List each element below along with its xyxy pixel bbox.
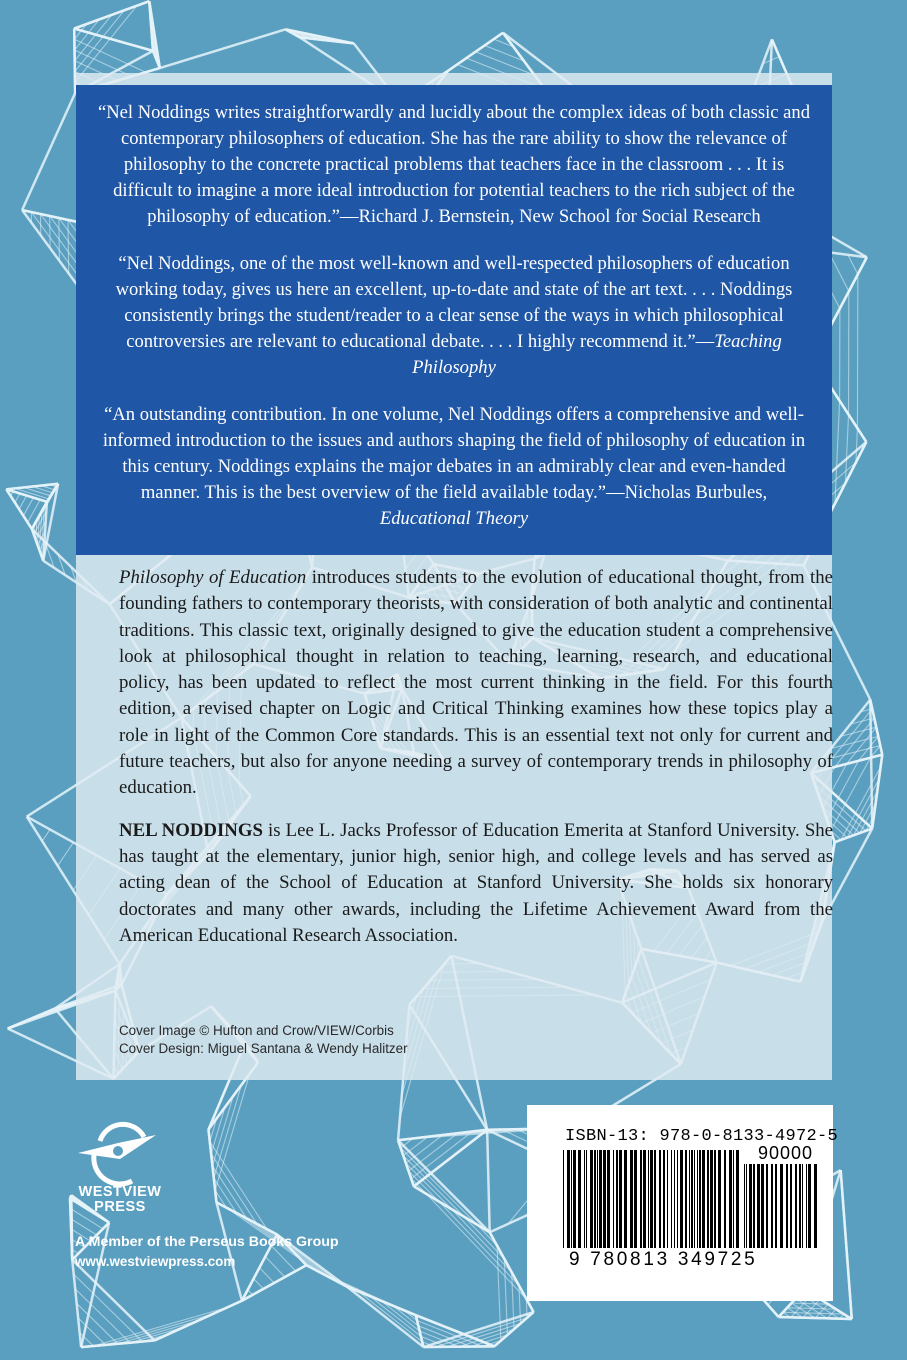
book-description: Philosophy of Education introduces students to the evolution of educational thought, from the founding fathers to contemporary theorists, with consideration of both analytic and continental traditions. This classic text, originally designed to give the education student a comprehensive look at philosophical thought in relation to teaching, learning, research, and educational policy, has been updated to reflect the most current thinking in the field. For this fourth edition, a revised chapter on Logic and Critical Thinking examines how these topics play a role in light of the Common Core standards. This is an essential text not only for current and future teachers, but also for anyone needing a survey of contemporary trends in philosophy of education.: [119, 567, 833, 799]
price-barcode: [744, 1164, 820, 1250]
cover-credits: [119, 1022, 619, 1058]
book-body-text: [119, 565, 833, 965]
book-title: Philosophy of Education: [119, 567, 307, 588]
author-name: NEL NODDINGS: [119, 819, 263, 841]
quote-source: Educational Theory: [379, 508, 529, 529]
publisher-name: WESTVIEW PRESS: [78, 1184, 162, 1215]
cover-image-credit: Cover Image © Hufton and Crow/VIEW/Corbis: [119, 1023, 394, 1038]
publisher-url: www.westviewpress.com: [75, 1254, 236, 1269]
cover-design-credit: Cover Design: Miguel Santana & Wendy Halitzer: [119, 1041, 408, 1056]
price-code: 90000: [758, 1143, 814, 1163]
review-quote-2: “Nel Noddings, one of the most well-known and well-respected philosophers of education working today, gives us here an excellent, up-to-date and state of the art text. . . . Noddings consistently brings the student/reader to a clear sense of the ways in which philosophical controversies are relevant to educational debate. . . . I highly recommend it.”—Teaching Philosophy: [115, 253, 793, 378]
review-quote-1: “Nel Noddings writes straightforwardly and lucidly about the complex ideas of both classic and contemporary philosophers of education. She has the rare ability to show the relevance of philosophy to the concrete practical problems that teachers face in the classroom . . . It is difficult to imagine a more ideal introduction for potential teachers to the rich subject of the philosophy of education.”—Richard J. Bernstein, New School for Social Research: [97, 102, 811, 227]
ean-barcode: [563, 1150, 743, 1250]
isbn-label: ISBN-13: 978-0-8133-4972-5: [565, 1127, 839, 1146]
author-bio: NEL NODDINGS is Lee L. Jacks Professor of Education Emerita at Stanford University. She has taught at the elementary, junior high, senior high, and college levels and has served as acting dean of the School of Education at Stanford University. She holds six honorary doctorates and many other awards, including the Lifetime Achievement Award from the American Educational Research Association.: [119, 819, 833, 946]
publisher-member-line: A Member of the Perseus Books Group: [75, 1234, 339, 1250]
review-quotes-box: [76, 85, 832, 555]
compass-globe-icon: [72, 1113, 162, 1193]
quote-source: Teaching Philosophy: [412, 331, 782, 378]
ean-digits: 9 780813 349725: [569, 1249, 758, 1270]
review-quote-3: “An outstanding contribution. In one volume, Nel Noddings offers a comprehensive and well-informed introduction to the issues and authors shaping the field of philosophy of education in this century. Noddings explains the major debates in an admirably clear and even-handed manner. This is the best overview of the field available today.”—Nicholas Burbules, Educational Theory: [102, 404, 806, 529]
